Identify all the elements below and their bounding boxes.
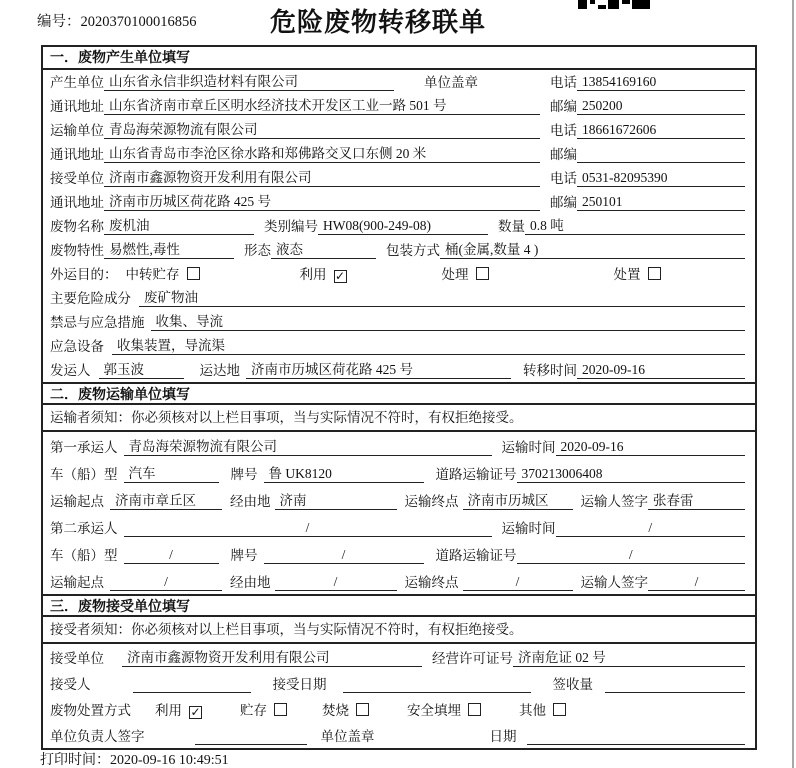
plate1-value: 鲁 UK8120 (264, 462, 424, 483)
destination-label: 运达地 (199, 363, 240, 378)
page-edge-line (792, 0, 794, 768)
producer-value: 山东省永信非织造材料有限公司 (104, 70, 394, 91)
sign1-label: 运输人签字 (580, 494, 648, 509)
end2-label: 运输终点 (404, 575, 459, 590)
disposal-option-label: 利用 (155, 703, 182, 718)
disposal-option-store (240, 699, 287, 719)
purpose-label: 外运目的： (50, 267, 118, 282)
row-vehicle1 (43, 459, 755, 486)
form-label: 形态 (244, 243, 271, 258)
row-emergency-measures (43, 310, 755, 334)
transfer-storage-checkbox (187, 267, 200, 280)
emergency-label: 禁忌与应急措施 (50, 315, 145, 330)
address1-value: 山东省济南市章丘区明水经济技术开发区工业一路 501 号 (104, 94, 540, 115)
checkbox-mark: ✓ (190, 705, 201, 719)
disposal-option-label: 安全填埋 (407, 703, 461, 718)
address3-label: 通讯地址 (50, 195, 104, 210)
section-producer (43, 47, 755, 382)
equipment-value: 收集装置，导流渠 (112, 334, 745, 355)
sign-quantity-label: 签收量 (552, 677, 593, 692)
start2-label: 运输起点 (50, 575, 104, 590)
time2-value: / (556, 520, 746, 537)
packing-value: 桶(金属,数量 4 ) (440, 238, 745, 259)
phone2-label: 电话 (550, 123, 577, 138)
phone1-value: 13854169160 (577, 74, 745, 91)
purpose-option-label: 利用 (299, 267, 327, 282)
receiver-notice: 接受者须知：你必须核对以上栏目事项，当与实际情况不符时，有权拒绝接受。 (43, 617, 755, 644)
row-producer (43, 70, 755, 94)
zip1-value: 250200 (577, 98, 745, 115)
row-receiver-address (43, 190, 755, 214)
waste-name-label: 废物名称 (50, 219, 104, 234)
vehicle1-value: 汽车 (124, 462, 219, 483)
via1-label: 经由地 (230, 494, 271, 509)
via1-value: 济南 (275, 489, 397, 510)
plate2-label: 牌号 (230, 548, 258, 563)
road-license2-value: / (517, 547, 746, 564)
print-time-value: 2020-09-16 10:49:51 (110, 753, 229, 768)
end2-value: / (463, 574, 573, 591)
purpose-option-label: 处置 (613, 267, 641, 282)
disposal-option-other (519, 699, 566, 719)
treat-checkbox (476, 267, 489, 280)
disposal-other-checkbox (553, 703, 566, 716)
start2-value: / (110, 574, 222, 591)
receiver-value: 济南市鑫源物资开发利用有限公司 (104, 166, 540, 187)
responsible-sign-label: 单位负责人签字 (50, 729, 145, 744)
transporter-value: 青岛海荣源物流有限公司 (104, 118, 540, 139)
accept-unit-value: 济南市鑫源物资开发利用有限公司 (122, 646, 422, 667)
sign-quantity-value (605, 676, 745, 693)
via2-label: 经由地 (230, 575, 271, 590)
transporter-notice: 运输者须知：你必须核对以上栏目事项，当与实际情况不符时，有权拒绝接受。 (43, 405, 755, 432)
road-license1-label: 道路运输证号 (435, 467, 517, 482)
disposal-option-label: 其他 (519, 703, 546, 718)
page-title: 危险废物转移联单 (269, 7, 486, 37)
seal-label: 单位盖章 (424, 75, 478, 90)
road-license1-value: 370213006408 (517, 466, 746, 483)
address3-value: 济南市历城区荷花路 425 号 (104, 190, 540, 211)
responsible-sign-value (195, 728, 307, 745)
carrier2-label: 第二承运人 (50, 521, 118, 536)
accept-date-label: 接受日期 (272, 677, 327, 692)
row-hazard-component (43, 286, 755, 310)
address2-value: 山东省青岛市李沧区徐水路和郑佛路交叉口东侧 20 米 (104, 142, 540, 163)
transfer-time-value: 2020-09-16 (577, 362, 745, 379)
phone2-value: 18661672606 (577, 122, 745, 139)
sign2-value: / (648, 574, 745, 591)
disposal-option-label: 贮存 (240, 703, 267, 718)
traits-value: 易燃性,毒性 (104, 238, 234, 259)
time2-label: 运输时间 (501, 521, 556, 536)
row-transporter (43, 118, 755, 142)
section2-header: 二．废物运输单位填写 (43, 382, 755, 405)
disposal-incinerate-checkbox (356, 703, 369, 716)
vehicle2-value: / (124, 547, 219, 564)
row-vehicle2 (43, 540, 755, 567)
hazard-value: 废矿物油 (139, 286, 745, 307)
row-responsible-signature (43, 722, 755, 748)
end1-label: 运输终点 (404, 494, 459, 509)
purpose-option-recycle (300, 263, 347, 283)
recycle-checkbox (334, 270, 347, 283)
row-transporter-address (43, 142, 755, 166)
manifest-form (41, 45, 757, 750)
row-producer-address (43, 94, 755, 118)
zip2-value (577, 146, 745, 163)
date-value (527, 728, 746, 745)
end1-value: 济南市历城区 (463, 489, 573, 510)
disposal-option-landfill (407, 699, 481, 719)
section-transporter (43, 382, 755, 594)
disposal-store-checkbox (274, 703, 287, 716)
section-receiver (43, 594, 755, 748)
row-waste-traits (43, 238, 755, 262)
transfer-time-label: 转移时间 (523, 363, 577, 378)
phone3-label: 电话 (550, 171, 577, 186)
phone3-value: 0531-82095390 (577, 170, 745, 187)
disposal-option-incinerate (322, 699, 369, 719)
traits-label: 废物特性 (50, 243, 104, 258)
category-label: 类别编号 (264, 219, 318, 234)
address2-label: 通讯地址 (50, 147, 104, 162)
section3-header: 三．废物接受单位填写 (43, 594, 755, 617)
permit-label: 经营许可证号 (432, 651, 513, 666)
quantity-value: 0.8 吨 (525, 214, 745, 235)
sign1-value: 张春雷 (648, 489, 745, 510)
purpose-option-label: 中转贮存 (125, 267, 180, 282)
time1-label: 运输时间 (501, 440, 556, 455)
start1-label: 运输起点 (50, 494, 104, 509)
zip3-value: 250101 (577, 194, 745, 211)
row-shipper (43, 358, 755, 382)
row-disposal-method (43, 696, 755, 722)
date-label: 日期 (489, 729, 517, 744)
carrier1-label: 第一承运人 (50, 440, 118, 455)
packing-label: 包装方式 (386, 243, 440, 258)
plate2-value: / (264, 547, 424, 564)
row-second-carrier (43, 513, 755, 540)
disposal-landfill-checkbox (468, 703, 481, 716)
accept-date-value (343, 676, 531, 693)
document-number-value: 2020370100016856 (80, 14, 197, 30)
row-transfer-purpose (43, 262, 755, 286)
via2-value: / (275, 574, 397, 591)
phone1-label: 电话 (550, 75, 577, 90)
purpose-option-dispose (614, 263, 661, 283)
form-value: 液态 (271, 238, 376, 259)
row-acceptor (43, 670, 755, 696)
carrier1-value: 青岛海荣源物流有限公司 (124, 435, 492, 456)
dispose-checkbox (648, 267, 661, 280)
row-receiver (43, 166, 755, 190)
start1-value: 济南市章丘区 (110, 489, 222, 510)
carrier2-value: / (124, 520, 492, 537)
destination-value: 济南市历城区荷花路 425 号 (246, 358, 511, 379)
emergency-value: 收集、导流 (151, 310, 746, 331)
disposal-recycle-checkbox (189, 706, 202, 719)
plate1-label: 牌号 (230, 467, 258, 482)
row-route2 (43, 567, 755, 594)
checkbox-mark: ✓ (334, 269, 346, 283)
zip1-label: 邮编 (550, 99, 577, 114)
waste-name-value: 废机油 (104, 214, 254, 235)
print-time-label: 打印时间： (40, 753, 110, 768)
acceptor-label: 接受人 (50, 677, 91, 692)
document-number-label: 编号： (37, 14, 81, 30)
accept-unit-label: 接受单位 (50, 651, 104, 666)
purpose-option-treat (442, 263, 489, 283)
permit-value: 济南危证 02 号 (513, 646, 745, 667)
row-accept-unit (43, 644, 755, 670)
purpose-option-transfer-storage (126, 263, 200, 283)
time1-value: 2020-09-16 (556, 439, 746, 456)
shipper-label: 发运人 (50, 363, 91, 378)
producer-label: 产生单位 (50, 75, 104, 90)
shipper-value: 郭玉波 (99, 358, 184, 379)
vehicle1-label: 车（船）型 (50, 467, 118, 482)
road-license2-label: 道路运输证号 (435, 548, 517, 563)
disposal-option-label: 焚烧 (322, 703, 349, 718)
unit-seal-label: 单位盖章 (320, 729, 375, 744)
row-emergency-equipment (43, 334, 755, 358)
address1-label: 通讯地址 (50, 99, 104, 114)
acceptor-value (133, 676, 251, 693)
disposal-option-recycle (155, 699, 202, 719)
row-first-carrier (43, 432, 755, 459)
zip3-label: 邮编 (550, 195, 577, 210)
equipment-label: 应急设备 (50, 339, 104, 354)
quantity-label: 数量 (498, 219, 525, 234)
zip2-label: 邮编 (550, 147, 577, 162)
row-route1 (43, 486, 755, 513)
hazard-label: 主要危险成分 (50, 291, 131, 306)
purpose-option-label: 处理 (441, 267, 469, 282)
receiver-label: 接受单位 (50, 171, 104, 186)
print-time (40, 749, 229, 768)
transporter-label: 运输单位 (50, 123, 104, 138)
row-waste-name (43, 214, 755, 238)
vehicle2-label: 车（船）型 (50, 548, 118, 563)
category-value: HW08(900-249-08) (318, 218, 488, 235)
section1-header: 一．废物产生单位填写 (43, 47, 755, 70)
sign2-label: 运输人签字 (580, 575, 648, 590)
disposal-label: 废物处置方式 (50, 703, 131, 718)
